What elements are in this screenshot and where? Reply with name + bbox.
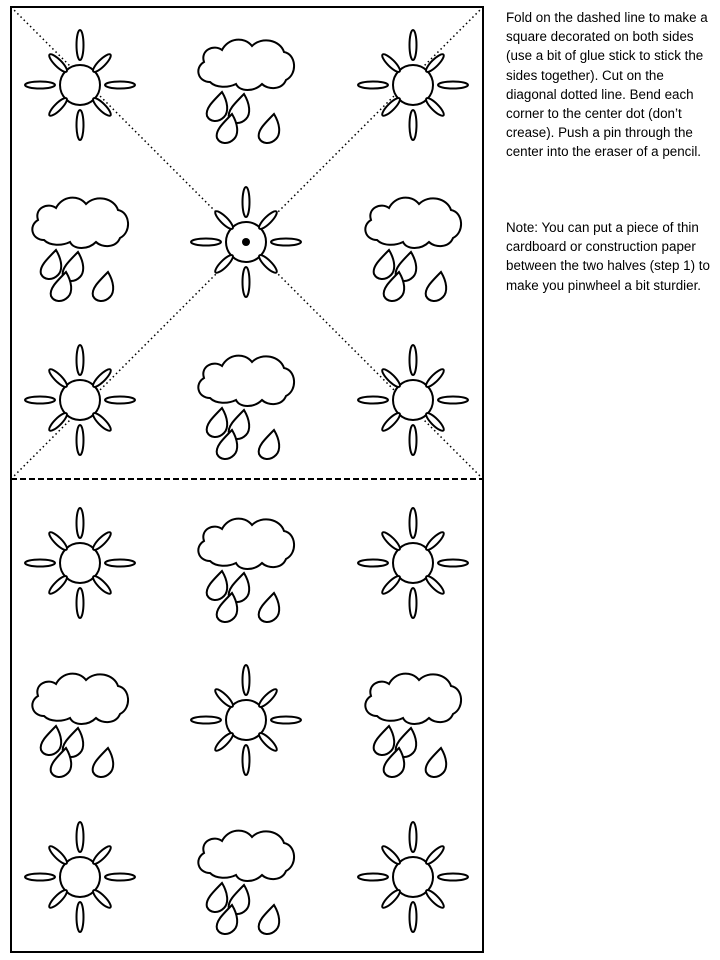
rain-cloud-icon <box>32 674 128 777</box>
sun-icon <box>358 345 468 455</box>
sun-icon <box>25 822 135 932</box>
rain-cloud-icon <box>198 40 294 143</box>
sun-icon <box>25 345 135 455</box>
rain-cloud-icon <box>198 831 294 934</box>
sun-icon <box>358 822 468 932</box>
sun-icon <box>358 30 468 140</box>
sun-icon <box>25 508 135 618</box>
center-pin-dot <box>242 238 250 246</box>
sun-icon <box>358 508 468 618</box>
note-paragraph: Note: You can put a piece of thin cardboard or construction paper between the two halves (step 1) to make you pinwheel a bit sturdier. <box>506 220 710 293</box>
rain-cloud-icon <box>365 198 461 301</box>
sun-icon <box>191 665 301 775</box>
rain-cloud-icon <box>32 198 128 301</box>
rain-cloud-icon <box>365 674 461 777</box>
rain-cloud-icon <box>198 356 294 459</box>
instructions-paragraph: Fold on the dashed line to make a square decorated on both sides (use a bit of glue stick to stick the sides together). Cut on the diagonal dotted line. Bend each corner to the center dot (don’t crease). Push a pin through the center into the eraser of a pencil. <box>506 10 708 160</box>
sun-icon <box>25 30 135 140</box>
rain-cloud-icon <box>198 519 294 622</box>
